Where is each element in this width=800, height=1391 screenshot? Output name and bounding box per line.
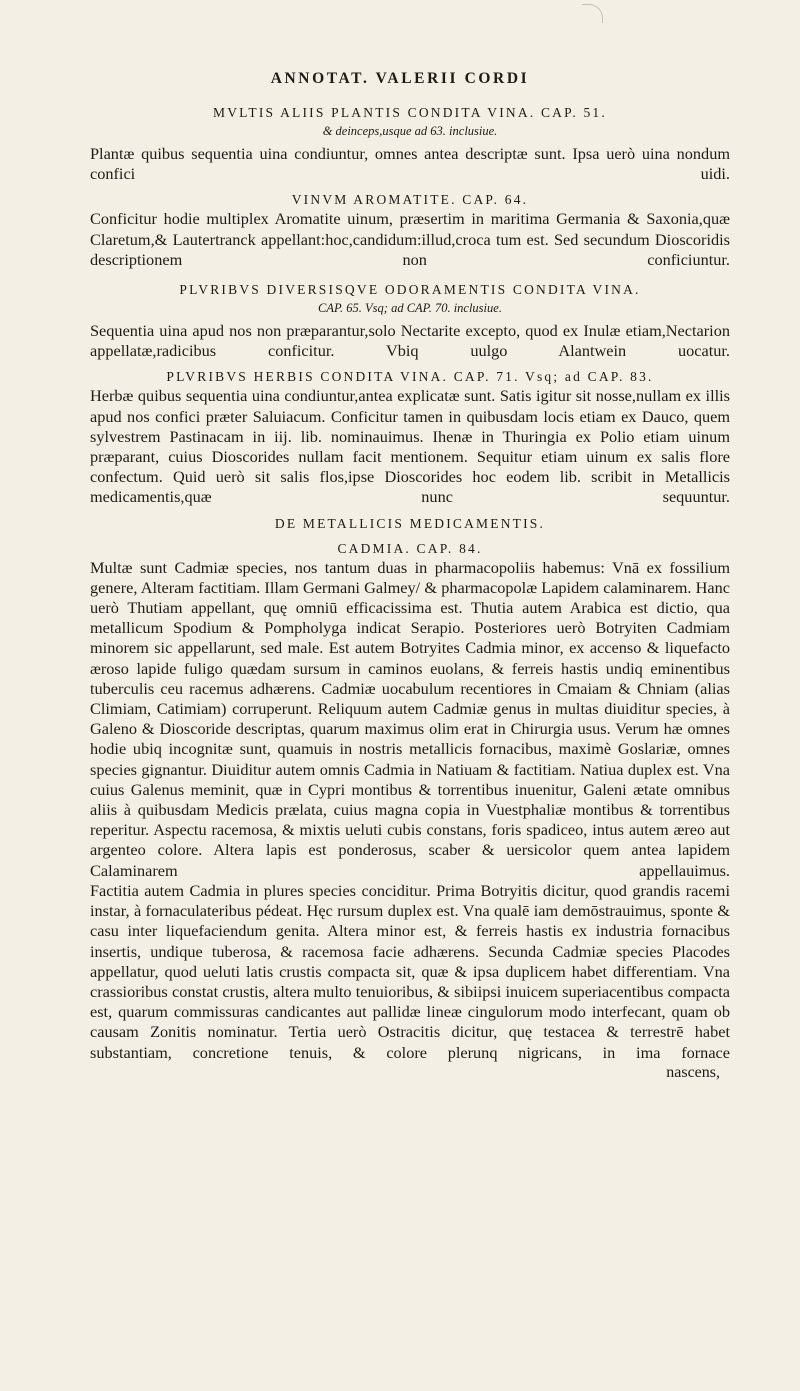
chapter-heading-aromatite: VINVM AROMATITE. CAP. 64.	[291, 192, 529, 208]
chapter-heading-odoramentis: PLVRIBVS DIVERSISQVE ODORAMENTIS CONDITA VINA.	[179, 282, 641, 298]
paragraph-plantis: Plantæ quibus sequentia uina condiuntur, omnes antea descriptæ sunt. Ipsa uerò uina nondum confici uidi.	[90, 144, 730, 184]
page-corner-mark	[582, 4, 603, 23]
paragraph-aromatite: Conficitur hodie multiplex Aromatite uinum, præsertim in maritima Germania & Saxonia,quæ Claretum,& Lautertranck appellant:hoc,candidum:illud,croca tum est. Sed secundum Dioscoridis descriptionem non conficiuntur.	[90, 209, 730, 269]
paragraph-herbis: Herbæ quibus sequentia uina condiuntur,antea explicatæ sunt. Satis igitur sit nosse,nullam ex illis apud nos confici præter Saluiacum. Conficitur tamen in quibusdam locis etiam ex Dauco, quem sylvestrem Pastinacam in iij. lib. nominauimus. Ihenæ in Thuringia ex Polio etiam uinum præparant, cuius Dioscorides nullam facit mentionem. Sequitur etiam uinum ex salis flore confectum. Quid uerò sit salis flos,ipse Dioscorides hoc eodem lib. scribit in Metallicis medicamentis,quæ nunc sequuntur.	[90, 386, 730, 507]
chapter-subheading-plantis: & deinceps,usque ad 63. inclusiue.	[322, 124, 498, 138]
paragraph-cadmia-factitia: Factitia autem Cadmia in plures species conciditur. Prima Botryitis dicitur, quod grandis racemi instar, à fornaculateribus pédeat. Hęc rursum duplex est. Vna qualē iam demōstrauimus, sponte & casu inter liquefaciendum genita. Altera minor est, & ferreis hastis ex industria fornacibus insertis, undique tuberosa, & racemosa facie adhærens. Secunda Cadmiæ species Placodes appellatur, quod ueluti latis crustis compacta sit, quæ & ipsa duplicem habet differentiam. Vna crassioribus constat crustis, altera multo tenuioribus, & sibiipsi inuicem superiacentibus compacta est, quarum commissuras candicantes aut pallidæ lineæ cingulorum modo interfecant, quam ob causam Zonitis nominatur. Tertia uerò Ostracitis dicitur, quę testacea & terrestrē habet substantiam, concretione tenuis, & colore plerunq nigricans, in ima fornace	[90, 880, 730, 1062]
chapter-heading-herbis: PLVRIBVS HERBIS CONDITA VINA. CAP. 71. Vsq; ad CAP. 83.	[166, 369, 654, 385]
chapter-heading-cadmia: CADMIA. CAP. 84.	[337, 540, 483, 556]
paragraph-cadmia: Multæ sunt Cadmiæ species, nos tantum duas in pharmacopoliis habemus: Vnā ex fossilium genere, Alteram factitiam. Illam Germani Galmey/ & pharmacopolæ Lapidem calaminarem. Hanc uerò Thutiam appellant, quę omniū efficacissima est. Thutia autem Arabica est dictio, qua metallicum Spodium & Pompholyga indicat Serapio. Posteriores uerò Botryiten Cadmiam minorem sic appellarunt, sed male. Est autem Botryites Cadmia minor, ex accenso & liquefacto ærosо lapide fuligo quædam sursum in caminos euolans, & ferreis hastis undiq eminentibus tuberculis ceu racemus adhærens. Cadmiæ uocabulum recentiores in Cmaiam & Chniam (alias Climiam, Catimiam) corruperunt. Reliquum autem Cadmiæ genus in multas diuiditur species, à Galeno & Dioscoride descriptas, quarum maximus olim erat in Chirurgia usus. Verum hæ omnes hodie ubiq incognitæ sunt, quamuis in nostris metallicis fornacibus, maximè Goslariæ, omnes species gignantur. Diuiditur autem omnis Cadmia in Natiuam & factitiam. Natiua duplex est. Vna cuius Galenus meminit, quæ in Cypri montibus & torrentibus inuenitur, Galeni ætate omnibus aliis à quibusdam Medicis prælata, cuius magna copia in Vuestphaliæ montibus & torrentibus reperitur. Aspectu racemosa, & mixtis ueluti cubis constans, foris spadiceo, intus autem æreo aut argenteo colore. Altera lapis est ponderosus, scaber & uersicolor quem antea lapidem Calaminarem appellauimus.	[90, 557, 730, 880]
running-head: ANNOTAT. VALERII CORDI	[270, 70, 530, 87]
section-heading-metallicis: DE METALLICIS MEDICAMENTIS.	[274, 515, 546, 531]
catchword: nascens,	[666, 1063, 720, 1081]
text-block	[90, 103, 730, 1083]
chapter-heading-plantis: MVLTIS ALIIS PLANTIS CONDITA VINA. CAP. 51.	[213, 105, 607, 120]
paragraph-odoramentis: Sequentia uina apud nos non præparantur,solo Nectarite excepto, quod ex Inulæ etiam,Nectarion appellatæ,radicibus conficitur. Vbiq uulgo Alantwein uocatur.	[90, 321, 730, 361]
chapter-subheading-odoramentis: CAP. 65. Vsq; ad CAP. 70. inclusiue.	[318, 301, 502, 316]
